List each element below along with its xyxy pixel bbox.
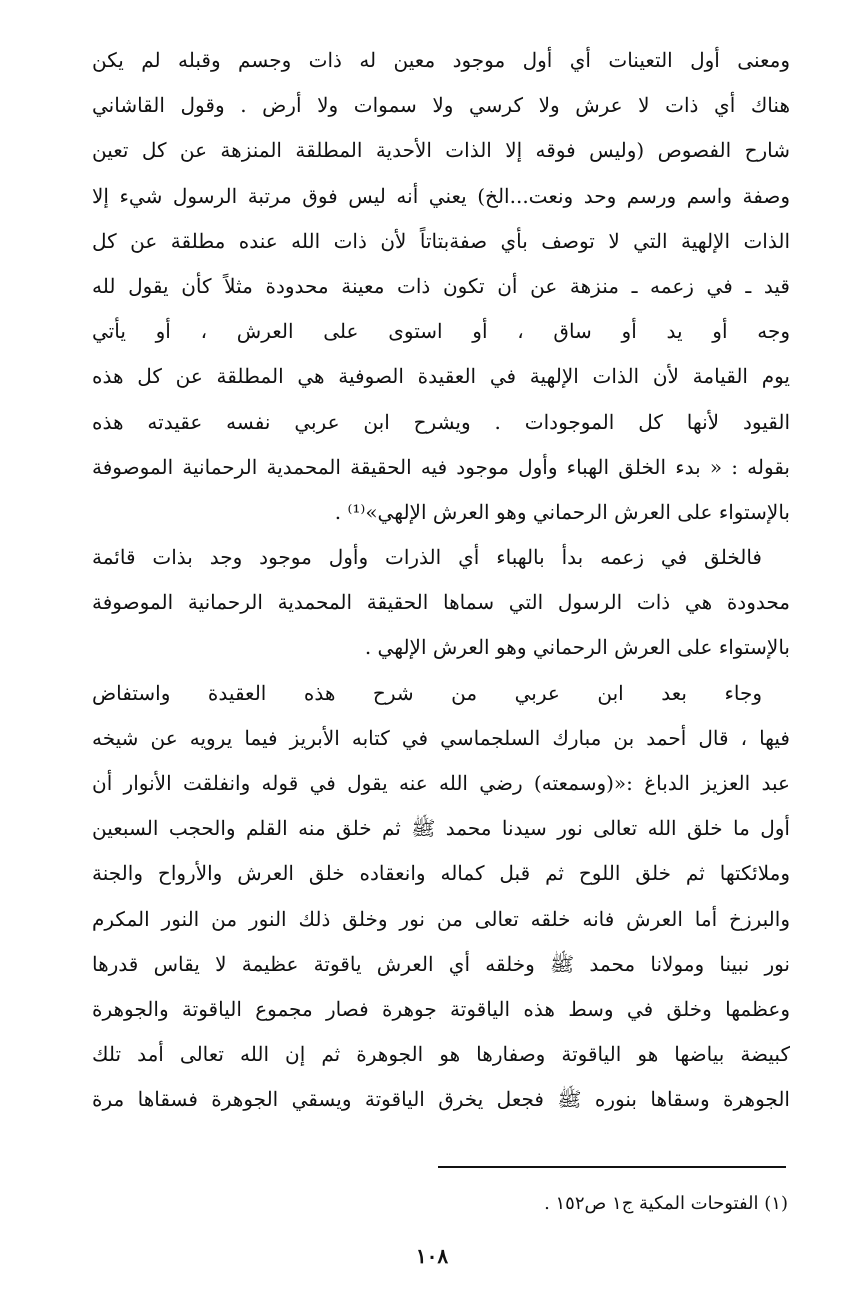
text-line-3: شارح الفصوص (وليس فوقه إلا الذات الأحدية المطلقة المنزهة عن كل تعين bbox=[92, 138, 790, 163]
text-line-1: ومعنى أول التعينات أي أول موجود معين له ذات وجسم وقبله لم يكن bbox=[92, 48, 790, 72]
text-line-17: عبد العزيز الدباغ :«(وسمعته) رضي الله عنه يقول في قوله وانفلقت الأنوار أن bbox=[92, 771, 790, 795]
main-text bbox=[92, 38, 790, 1123]
text-line-5: الذات الإلهية التي لا توصف بأي صفةبتاتاً لأن ذات الله عنده مطلقة عن كل bbox=[92, 228, 790, 253]
text-line-18: أول ما خلق الله تعالى نور سيدنا محمد ﷺ ثم خلق منه القلم والحجب السبعين bbox=[92, 816, 790, 841]
text-line-15: وجاء بعد ابن عربي من شرح هذه العقيدة واستفاض bbox=[92, 680, 762, 705]
page-number: ١٠٨ bbox=[415, 1244, 449, 1268]
text-line-10: بقوله : « بدء الخلق الهباء وأول موجود فيه الحقيقة المحمدية الرحمانية الموصوفة bbox=[92, 454, 790, 479]
text-line-8: يوم القيامة لأن الذات الإلهية في العقيدة الصوفية هي المطلقة عن كل هذه bbox=[92, 364, 790, 389]
footnote-divider bbox=[438, 1166, 786, 1168]
text-line-13: محدودة هي ذات الرسول التي سماها الحقيقة المحمدية الرحمانية الموصوفة bbox=[92, 590, 790, 615]
text-line-14: بالإستواء على العرش الرحماني وهو العرش الإلهي . bbox=[364, 635, 790, 660]
text-line-4: وصفة واسم ورسم وحد ونعت...الخ) يعني أنه ليس فوق مرتبة الرسول شيء إلا bbox=[92, 183, 790, 208]
text-line-19: وملائكتها ثم خلق اللوح ثم قبل كماله وانعقاده خلق العرش والأرواح والجنة bbox=[92, 861, 790, 886]
text-line-7: وجه أو يد أو ساق ، أو استوى على العرش ، أو يأتي bbox=[92, 319, 790, 344]
text-line-12: فالخلق في زعمه بدأ بالهباء أي الذرات وأول موجود وجد بذات قائمة bbox=[92, 545, 762, 570]
text-line-21: نور نبينا ومولانا محمد ﷺ وخلقه أي العرش ياقوتة عظيمة لا يقاس قدرها bbox=[92, 951, 790, 976]
text-line-22: وعظمها وخلق في وسط هذه الياقوتة جوهرة فصار مجموع الياقوتة والجوهرة bbox=[92, 996, 790, 1021]
footnote: (١) الفتوحات المكية ج١ ص١٥٢ . bbox=[544, 1193, 788, 1214]
text-line-11: بالإستواء على العرش الرحماني وهو العرش الإلهي»⁽¹⁾ . bbox=[334, 499, 790, 524]
text-line-9: القيود لأنها كل الموجودات . ويشرح ابن عربي نفسه عقيدته هذه bbox=[92, 409, 790, 434]
text-line-2: هناك أي ذات لا عرش ولا كرسي ولا سموات ولا أرض . وقول القاشاني bbox=[92, 93, 790, 118]
text-line-20: والبرزخ أما العرش فانه خلقه تعالى من نور وخلق ذلك النور من النور المكرم bbox=[92, 906, 790, 931]
text-line-16: فيها ، قال أحمد بن مبارك السلجماسي في كتابه الأبريز فيما يرويه عن شيخه bbox=[92, 725, 790, 750]
text-line-24: الجوهرة وسقاها بنوره ﷺ فجعل يخرق الياقوتة ويسقي الجوهرة فسقاها مرة bbox=[92, 1087, 790, 1112]
text-line-6: قيد ـ في زعمه ـ منزهة عن أن تكون ذات معينة محدودة مثلاً كأن يقول لله bbox=[92, 273, 790, 298]
text-line-23: كبيضة بياضها هو الياقوتة وصفارها هو الجوهرة ثم إن الله تعالى أمد تلك bbox=[92, 1042, 790, 1067]
